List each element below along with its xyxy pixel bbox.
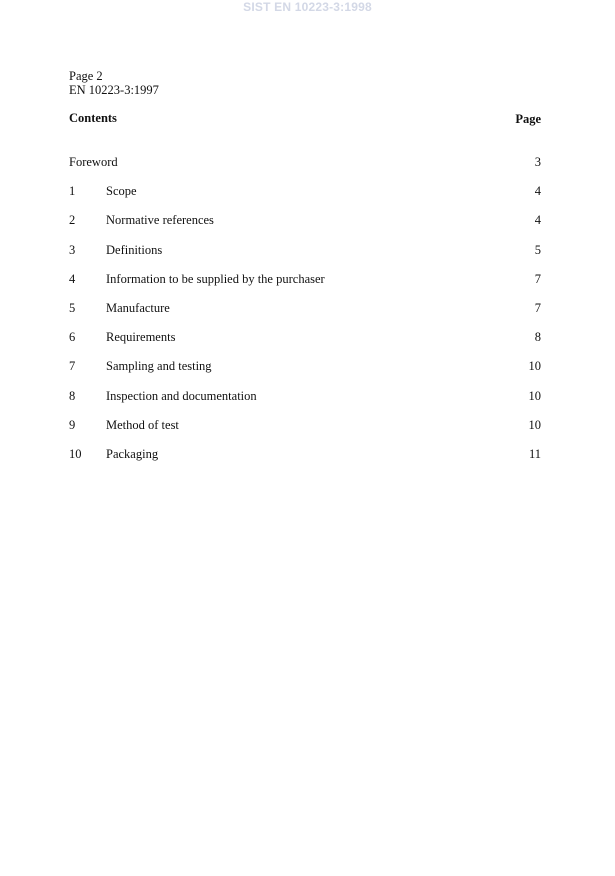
contents-heading: Contents	[69, 111, 117, 125]
toc-page: 10	[528, 359, 541, 374]
toc-row[interactable]	[69, 213, 541, 242]
table-of-contents	[69, 155, 541, 476]
toc-page: 11	[528, 446, 541, 461]
watermark: SIST EN 10223-3:1998	[243, 0, 372, 14]
toc-number: 8	[69, 388, 76, 403]
toc-title: Normative references	[106, 213, 214, 228]
toc-title: Method of test	[106, 417, 179, 432]
toc-title: Information to be supplied by the purchaser	[106, 271, 325, 286]
toc-number: 10	[69, 446, 82, 461]
toc-page: 7	[534, 271, 541, 286]
toc-row[interactable]	[69, 243, 541, 272]
toc-page: 10	[528, 388, 541, 403]
toc-row[interactable]	[69, 330, 541, 359]
toc-row[interactable]	[69, 359, 541, 388]
toc-title: Sampling and testing	[106, 359, 212, 374]
toc-page: 10	[528, 417, 541, 432]
toc-number: 5	[69, 300, 76, 315]
toc-title: Inspection and documentation	[106, 388, 257, 403]
toc-page: 8	[534, 330, 541, 345]
toc-row[interactable]	[69, 184, 541, 213]
page-header	[69, 69, 159, 97]
toc-page: 3	[534, 155, 541, 169]
toc-row[interactable]	[69, 418, 541, 447]
toc-number: 6	[69, 330, 76, 345]
toc-row-foreword[interactable]	[69, 155, 541, 184]
toc-page: 4	[534, 184, 541, 199]
toc-title: Packaging	[106, 446, 159, 461]
toc-page: 5	[534, 242, 541, 257]
toc-page: 7	[534, 300, 541, 315]
toc-title: Definitions	[106, 242, 163, 257]
toc-row[interactable]	[69, 301, 541, 330]
page-column-heading: Page	[515, 112, 541, 126]
toc-row[interactable]	[69, 389, 541, 418]
toc-number: 9	[69, 417, 76, 432]
page-number-line: Page 2	[69, 69, 103, 83]
toc-page: 4	[534, 213, 541, 228]
toc-title: Foreword	[69, 155, 118, 169]
toc-number: 1	[69, 184, 76, 199]
toc-title: Scope	[106, 184, 137, 199]
toc-number: 7	[69, 359, 76, 374]
toc-number: 2	[69, 213, 76, 228]
toc-number: 4	[69, 271, 76, 286]
toc-number: 3	[69, 242, 76, 257]
toc-row[interactable]	[69, 272, 541, 301]
toc-title: Requirements	[106, 330, 176, 345]
toc-title: Manufacture	[106, 300, 170, 315]
contents-heading-row	[69, 111, 541, 126]
toc-row[interactable]	[69, 447, 541, 476]
document-id-line: EN 10223-3:1997	[69, 83, 159, 97]
